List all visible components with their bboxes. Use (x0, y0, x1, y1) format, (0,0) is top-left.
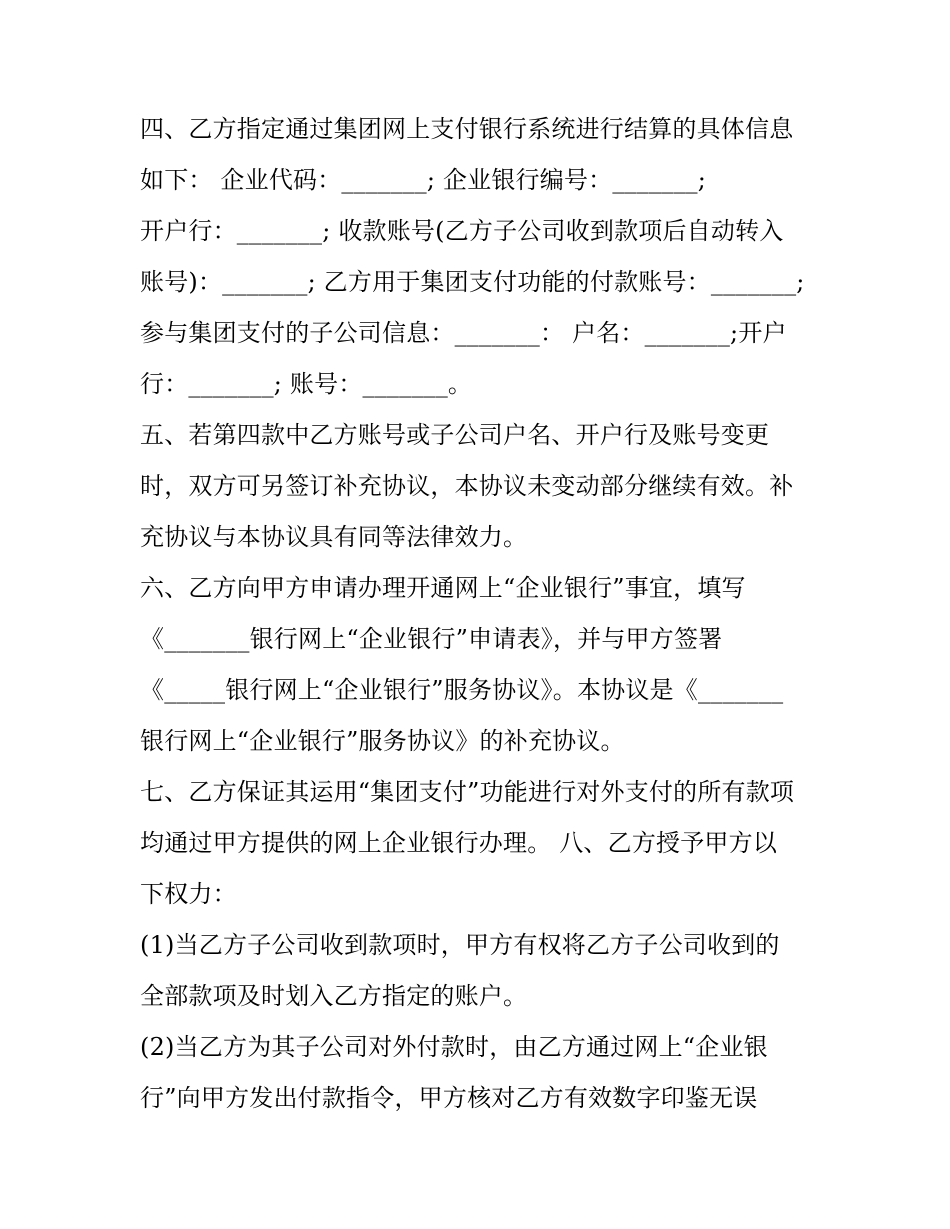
text-line: 账号)：_______; 乙方用于集团支付功能的付款账号：_______; (140, 268, 805, 296)
text-line: 下权力： (140, 880, 237, 908)
text-line: 充协议与本协议具有同等法律效力。 (140, 523, 528, 551)
text-line: 六、乙方向甲方申请办理开通网上“企业银行”事宜，填写 (140, 574, 746, 602)
text-line: 参与集团支付的子公司信息：_______： 户名：_______;开户 (140, 319, 787, 347)
text-line: 开户行：_______; 收款账号(乙方子公司收到款项后自动转入 (140, 217, 784, 245)
text-line: 四、乙方指定通过集团网上支付银行系统进行结算的具体信息 (140, 115, 794, 143)
text-line: (2)当乙方为其子公司对外付款时，由乙方通过网上“企业银 (140, 1033, 768, 1061)
text-line: 均通过甲方提供的网上企业银行办理。 八、乙方授予甲方以 (140, 829, 778, 857)
text-line: 银行网上“企业银行”服务协议》的补充协议。 (140, 727, 625, 755)
text-line: 五、若第四款中乙方账号或子公司户名、开户行及账号变更 (140, 421, 770, 449)
text-line: 七、乙方保证其运用“集团支付”功能进行对外支付的所有款项 (140, 778, 795, 806)
text-line: 行：_______; 账号：_______。 (140, 370, 473, 398)
text-line: 如下： 企业代码：_______; 企业银行编号：_______; (140, 166, 707, 194)
text-line: 《_____银行网上“企业银行”服务协议》。本协议是《_______ (140, 676, 784, 704)
text-line: 全部款项及时划入乙方指定的账户。 (140, 982, 528, 1010)
document-body (140, 104, 830, 1124)
text-line: 时，双方可另签订补充协议，本协议未变动部分继续有效。补 (140, 472, 794, 500)
text-line: 行”向甲方发出付款指令，甲方核对乙方有效数字印鉴无误 (140, 1084, 758, 1112)
text-line: 《_______银行网上“企业银行”申请表》，并与甲方签署 (140, 625, 723, 653)
text-line: (1)当乙方子公司收到款项时，甲方有权将乙方子公司收到的 (140, 931, 780, 959)
